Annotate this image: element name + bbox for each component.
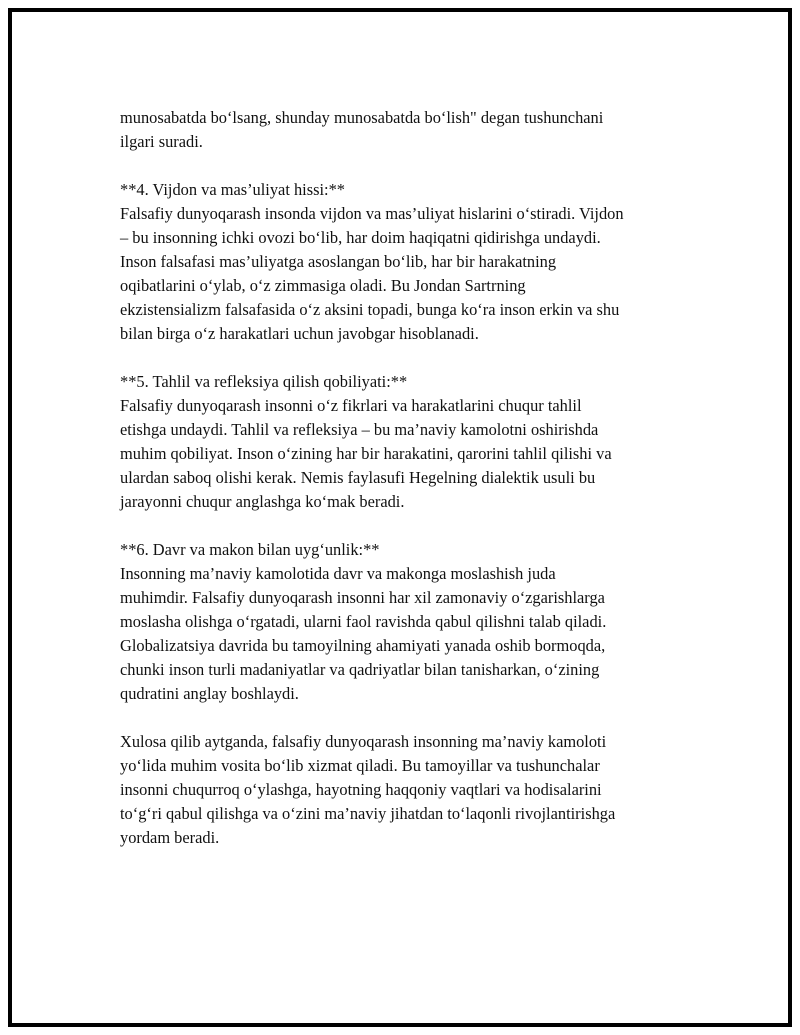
text-line: munosabatda bo‘lsang, shunday munosabatda bo‘lish" degan tushunchani [120, 108, 604, 127]
text-line: – bu insonning ichki ovozi bo‘lib, har doim haqiqatni qidirishga undaydi. [120, 228, 601, 247]
text-line: jarayonni chuqur anglashga ko‘mak beradi. [120, 492, 405, 511]
text-line: etishga undaydi. Tahlil va refleksiya – bu ma’naviy kamolotni oshirishda [120, 420, 599, 439]
text-line: ekzistensializm falsafasida o‘z aksini topadi, bunga ko‘ra inson erkin va shu [120, 300, 620, 319]
text-line: yordam beradi. [120, 828, 220, 847]
document-body [120, 106, 700, 874]
text-line: muhim qobiliyat. Inson o‘zining har bir harakatini, qarorini tahlil qilishi va [120, 444, 612, 463]
text-line: chunki inson turli madaniyatlar va qadriyatlar bilan tanisharkan, o‘zining [120, 660, 600, 679]
text-line: Insonning ma’naviy kamolotida davr va makonga moslashish juda [120, 564, 556, 583]
text-line: bilan birga o‘z harakatlari uchun javobgar hisoblanadi. [120, 324, 479, 343]
text-line: insonni chuqurroq o‘ylashga, hayotning haqqoniy vaqtlari va hodisalarini [120, 780, 602, 799]
section-4 [120, 178, 700, 346]
text-line: qudratini anglay boshlaydi. [120, 684, 299, 703]
text-line: Globalizatsiya davrida bu tamoyilning ahamiyati yanada oshib bormoqda, [120, 636, 606, 655]
text-line: to‘g‘ri qabul qilishga va o‘zini ma’naviy jihatdan to‘laqonli rivojlantirishga [120, 804, 616, 823]
text-line: oqibatlarini o‘ylab, o‘z zimmasiga oladi. Bu Jondan Sartrning [120, 276, 526, 295]
text-line: Falsafiy dunyoqarash insonni o‘z fikrlari va harakatlarini chuqur tahlil [120, 396, 582, 415]
text-line: moslasha olishga o‘rgatadi, ularni faol ravishda qabul qilishni talab qiladi. [120, 612, 607, 631]
conclusion-paragraph [120, 730, 700, 850]
text-line: Inson falsafasi mas’uliyatga asoslangan bo‘lib, har bir harakatning [120, 252, 557, 271]
intro-paragraph [120, 106, 700, 154]
text-line: ulardan saboq olishi kerak. Nemis faylasufi Hegelning dialektik usuli bu [120, 468, 596, 487]
section-5 [120, 370, 700, 514]
text-line: Falsafiy dunyoqarash insonda vijdon va mas’uliyat hislarini o‘stiradi. Vijdon [120, 204, 624, 223]
text-line: Xulosa qilib aytganda, falsafiy dunyoqarash insonning ma’naviy kamoloti [120, 732, 607, 751]
text-line: muhimdir. Falsafiy dunyoqarash insonni har xil zamonaviy o‘zgarishlarga [120, 588, 605, 607]
text-line: ilgari suradi. [120, 132, 203, 151]
section-heading: **6. Davr va makon bilan uyg‘unlik:** [120, 540, 380, 559]
section-heading: **4. Vijdon va mas’uliyat hissi:** [120, 180, 345, 199]
document-page [8, 8, 792, 1027]
text-line: yo‘lida muhim vosita bo‘lib xizmat qiladi. Bu tamoyillar va tushunchalar [120, 756, 600, 775]
section-heading: **5. Tahlil va refleksiya qilish qobiliyati:** [120, 372, 408, 391]
section-6 [120, 538, 700, 706]
